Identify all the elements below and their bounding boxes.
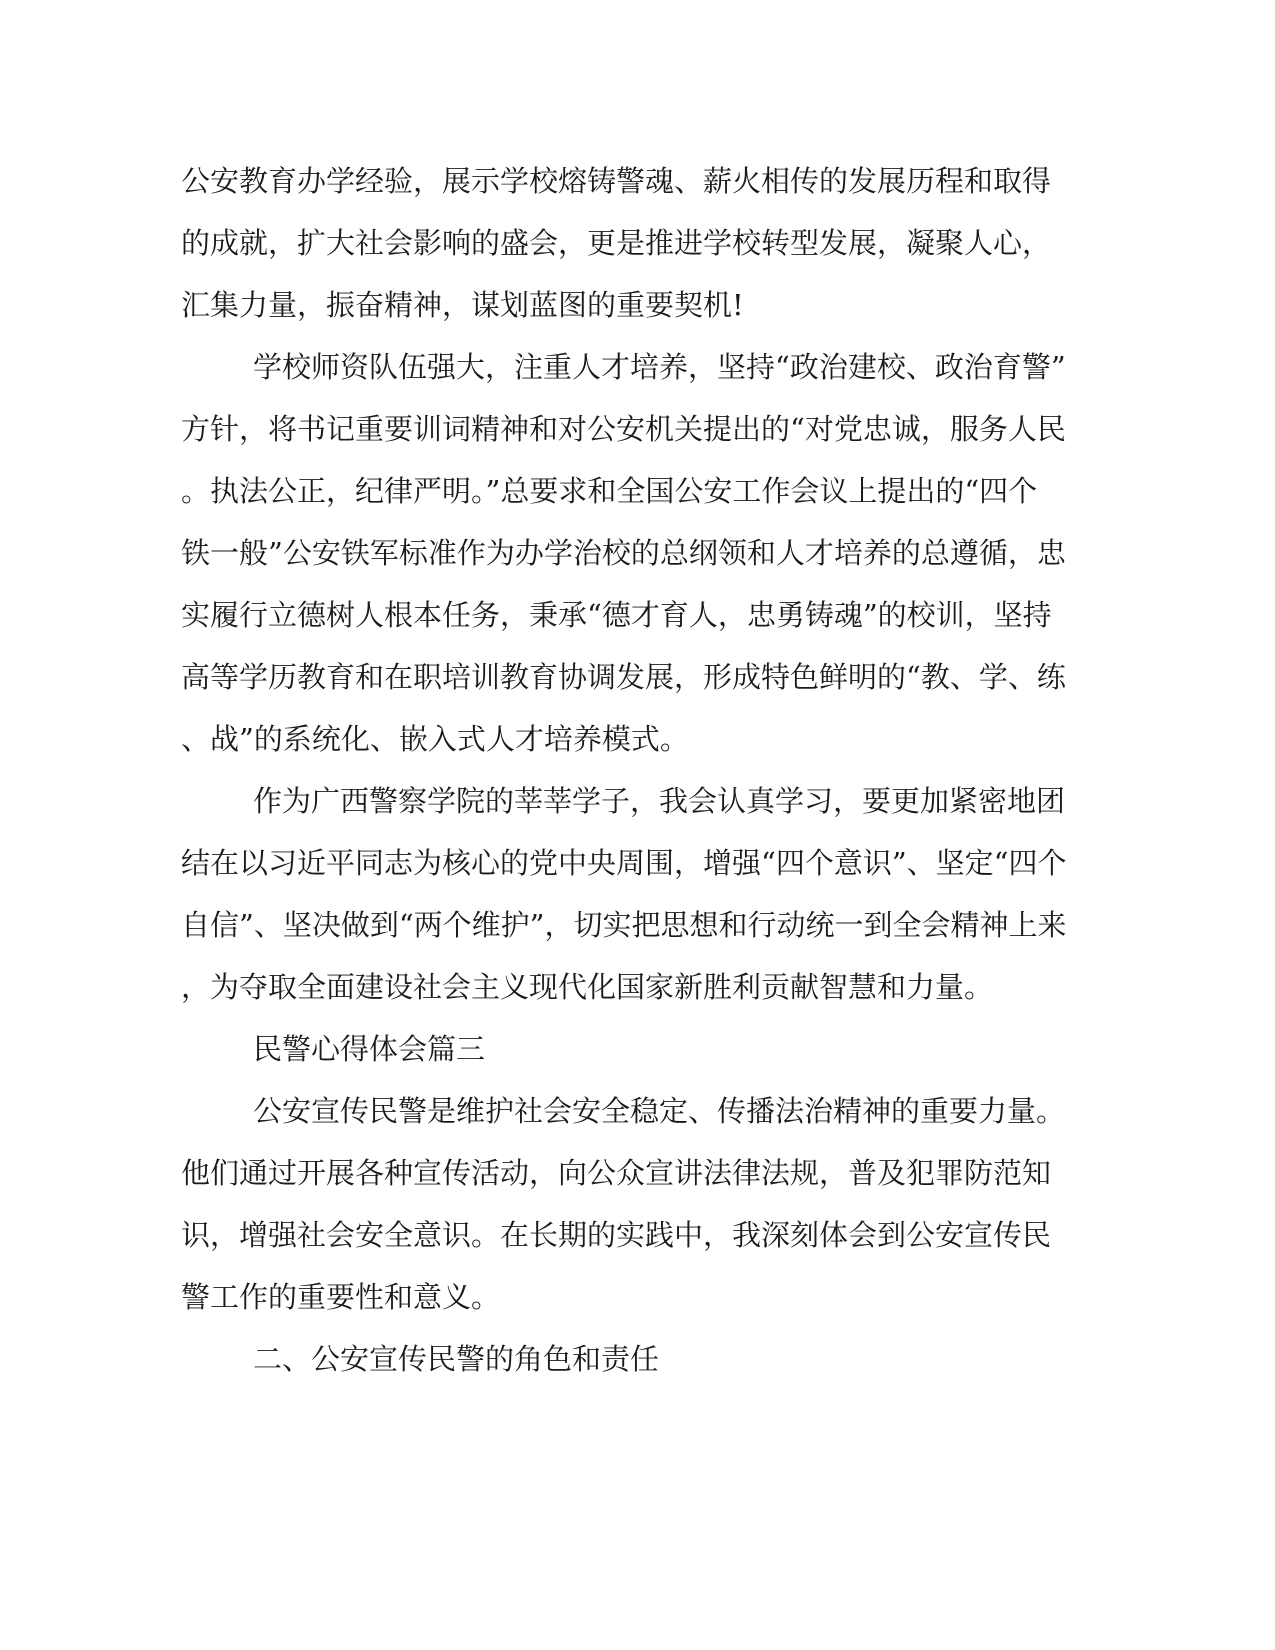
paragraph-line: 学校师资队伍强大，注重人才培养，坚持“政治建校、政治育警” xyxy=(253,350,1066,384)
paragraph-line: 他们通过开展各种宣传活动，向公众宣讲法律法规，普及犯罪防范知 xyxy=(181,1156,1052,1190)
paragraph-line: 识，增强社会安全意识。在长期的实践中，我深刻体会到公安宣传民 xyxy=(181,1218,1052,1252)
paragraph-line: 方针，将书记重要训词精神和对公安机关提出的“对党忠诚，服务人民 xyxy=(181,412,1066,446)
paragraph-line: 警工作的重要性和意义。 xyxy=(181,1280,501,1314)
paragraph-line: 自信”、坚决做到“两个维护”，切实把思想和行动统一到全会精神上来 xyxy=(181,908,1067,942)
paragraph-line: 。执法公正，纪律严明。”总要求和全国公安工作会议上提出的“四个 xyxy=(181,474,1038,508)
paragraph-line: 公安宣传民警是维护社会安全稳定、传播法治精神的重要力量。 xyxy=(253,1094,1066,1128)
paragraph-line: 实履行立德树人根本任务，秉承“德才育人，忠勇铸魂”的校训，坚持 xyxy=(181,598,1052,632)
paragraph-line: 作为广西警察学院的莘莘学子，我会认真学习，要更加紧密地团 xyxy=(253,784,1066,818)
paragraph-line: 铁一般”公安铁军标准作为办学治校的总纲领和人才培养的总遵循，忠 xyxy=(181,536,1066,570)
paragraph-line: 结在以习近平同志为核心的党中央周围，增强“四个意识”、坚定“四个 xyxy=(181,846,1067,880)
paragraph-line: ，为夺取全面建设社会主义现代化国家新胜利贡献智慧和力量。 xyxy=(181,970,994,1004)
section-heading: 二、公安宣传民警的角色和责任 xyxy=(253,1342,660,1376)
paragraph-line: 、战”的系统化、嵌入式人才培养模式。 xyxy=(181,722,689,756)
section-heading: 民警心得体会篇三 xyxy=(253,1032,486,1066)
paragraph-line: 公安教育办学经验，展示学校熔铸警魂、薪火相传的发展历程和取得 xyxy=(181,164,1052,198)
paragraph-line: 高等学历教育和在职培训教育协调发展，形成特色鲜明的“教、学、练 xyxy=(181,660,1066,694)
paragraph-line: 的成就，扩大社会影响的盛会，更是推进学校转型发展，凝聚人心， xyxy=(181,226,1052,260)
paragraph-line: 汇集力量，振奋精神，谋划蓝图的重要契机! xyxy=(181,288,744,322)
